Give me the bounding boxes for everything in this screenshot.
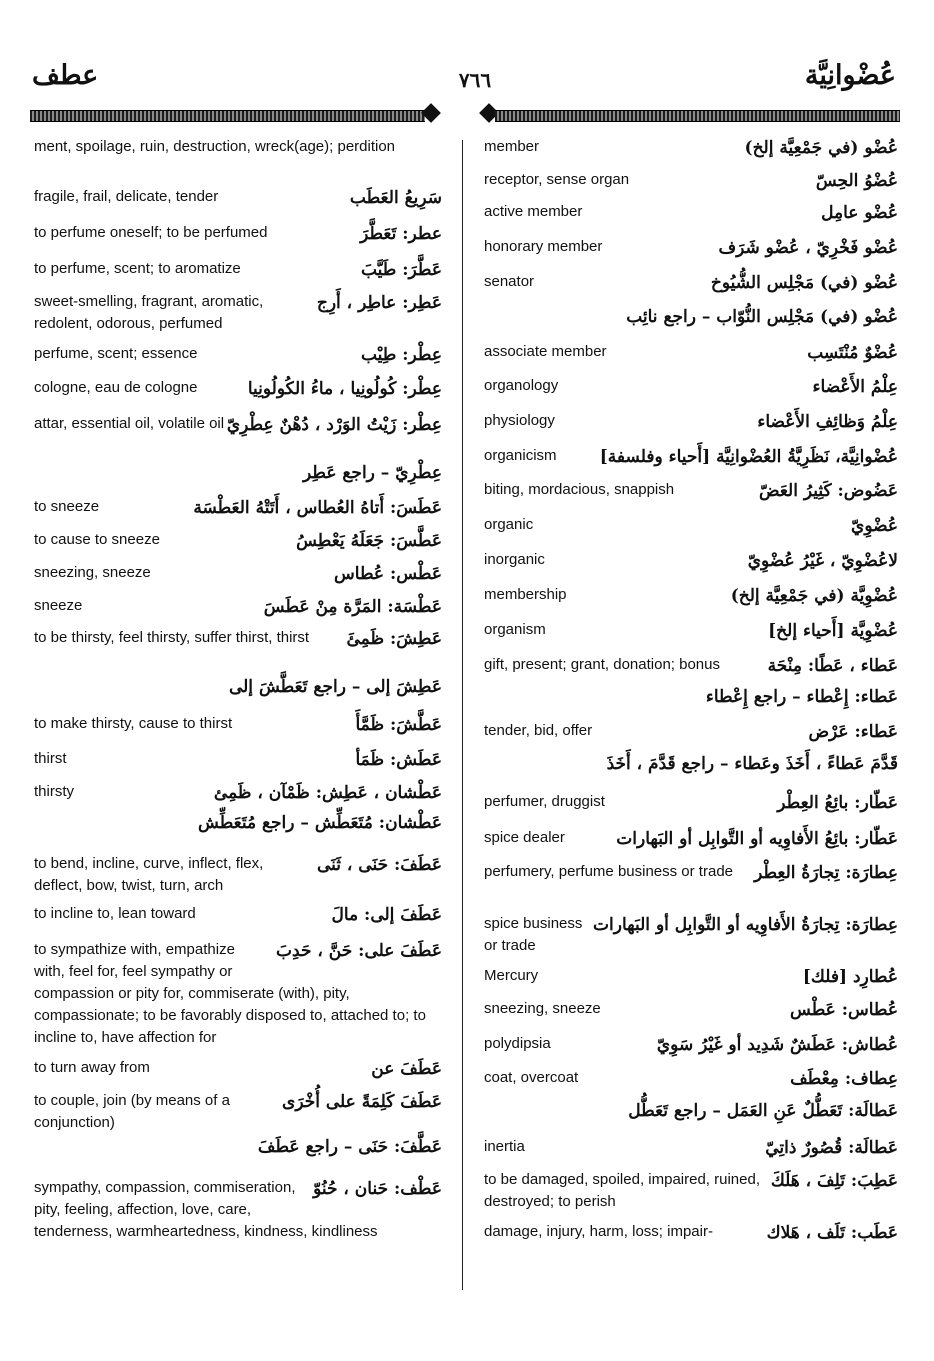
page-number: ٧٦٦ xyxy=(458,70,492,92)
dictionary-entry xyxy=(484,1136,898,1169)
dictionary-entry xyxy=(484,654,898,687)
english-definition: attar, essential oil, volatile oil xyxy=(34,415,225,432)
dictionary-entry xyxy=(34,903,442,939)
dictionary-entry xyxy=(484,584,898,619)
dictionary-entry xyxy=(484,341,898,375)
arabic-headword: عُطاس: عَطْس xyxy=(790,1000,898,1020)
arabic-headword: عَطِبَ: تَلِفَ ، هَلَكَ xyxy=(770,1171,898,1191)
english-definition: organicism xyxy=(484,447,557,464)
arabic-headword: عَطَش: ظَمَأ xyxy=(355,750,442,770)
arabic-headword: عَطَفَ عن xyxy=(371,1059,442,1079)
arabic-headword: عَطَفَ: حَنَى ، ثَنَى xyxy=(316,855,442,875)
dictionary-entry xyxy=(34,627,442,677)
arabic-headword: عِطْر: زَيْتُ الوَرْد ، دُهْنٌ عِطْرِيّ xyxy=(226,415,442,435)
english-definition: thirsty xyxy=(34,783,75,800)
arabic-headword: عِطْر: كُولُونِيا ، ماءُ الكُولُونِيا xyxy=(247,379,442,399)
english-definition: physiology xyxy=(484,412,555,429)
arabic-headword: عَطَّسَ: جَعَلَهُ يَعْطِسُ xyxy=(296,531,442,551)
arabic-headword: عُضْو (في جَمْعِيَّة إلخ) xyxy=(744,138,898,158)
arabic-headword: عِطْرِيّ – راجع عَطِر xyxy=(303,463,442,483)
english-definition: polydipsia xyxy=(484,1035,551,1052)
dictionary-entry xyxy=(34,529,442,562)
dictionary-entry xyxy=(484,619,898,654)
arabic-headword: عِطْر: طِيْب xyxy=(360,345,442,365)
arabic-headword: عَطاء: عَرْض xyxy=(808,722,898,742)
dictionary-entry xyxy=(34,1057,442,1090)
arabic-headword: عَطَفَ كَلِمَةً على أُخْرَى xyxy=(282,1092,442,1112)
dictionary-entry xyxy=(484,479,898,514)
dictionary-entry xyxy=(34,562,442,595)
arabic-headword: عُضْوٌ مُنْتَسِب xyxy=(807,343,898,363)
english-definition: associate member xyxy=(484,343,607,360)
header-right-word: عُضْوانِيَّة xyxy=(804,60,896,90)
dictionary-entry xyxy=(484,271,898,307)
arabic-headword: عُطاش: عَطَشٌ شَدِيد أو غَيْرُ سَوِيّ xyxy=(656,1035,898,1055)
dictionary-entry xyxy=(484,1221,898,1251)
dictionary-entry xyxy=(34,463,442,496)
english-definition: gift, present; grant, donation; bonus xyxy=(484,656,720,673)
dictionary-entry xyxy=(34,1090,442,1137)
dictionary-entry xyxy=(34,291,442,343)
dictionary-entry xyxy=(34,136,442,186)
english-definition: perfumer, druggist xyxy=(484,793,605,810)
arabic-headword: عِلْمُ وَظائِفِ الأَعْضاء xyxy=(757,412,898,432)
dictionary-entry xyxy=(484,514,898,549)
english-definition: organology xyxy=(484,377,559,394)
dictionary-entry xyxy=(484,965,898,998)
english-definition: to sympathize with, empathize with, feel for, feel sympathy or compassion or pity for, commiserate (with), pity, compassionate; to be favorably disposed to, attached to; to incline to, have affection for xyxy=(34,941,426,1046)
dictionary-entry xyxy=(34,853,442,903)
column-divider xyxy=(462,140,463,1290)
english-definition: to perfume oneself; to be perfumed xyxy=(34,224,268,241)
english-definition: to turn away from xyxy=(34,1059,150,1076)
right-column xyxy=(484,136,898,1251)
dictionary-entry xyxy=(34,413,442,463)
dictionary-entry xyxy=(484,754,898,791)
dictionary-entry xyxy=(484,861,898,913)
english-definition: to bend, incline, curve, inflect, flex, deflect, bow, twist, turn, arch xyxy=(34,855,264,894)
dictionary-entry xyxy=(484,1033,898,1067)
dictionary-entry xyxy=(484,445,898,479)
dictionary-entry xyxy=(484,791,898,827)
english-definition: coat, overcoat xyxy=(484,1069,579,1086)
arabic-headword: عطر: تَعَطَّرَ xyxy=(360,224,442,244)
dictionary-entry xyxy=(484,913,898,965)
dictionary-entry xyxy=(484,549,898,584)
arabic-headword: عَطْشان: مُتَعَطِّش – راجع مُتَعَطِّش xyxy=(198,813,442,833)
arabic-headword: لاعُضْوِيّ ، غَيْرُ عُضْوِيّ xyxy=(747,551,898,571)
dictionary-entry xyxy=(484,375,898,410)
arabic-headword: عَطَّفَ: حَنَى – راجع عَطَفَ xyxy=(257,1137,442,1157)
english-definition: senator xyxy=(484,273,535,290)
english-definition: spice dealer xyxy=(484,829,565,846)
english-definition: to make thirsty, cause to thirst xyxy=(34,715,233,732)
dictionary-entry xyxy=(484,827,898,861)
dictionary-entry xyxy=(484,1101,898,1136)
left-column xyxy=(34,136,442,1247)
arabic-headword: عِطارَة: تِجارَةُ العِطْر xyxy=(754,863,898,883)
arabic-headword: سَرِيعُ العَطَب xyxy=(349,188,442,208)
dictionary-entry xyxy=(484,236,898,271)
arabic-headword: عَطْس: عُطاس xyxy=(334,564,442,584)
arabic-headword: عَطاء: إِعْطاء – راجع إِعْطاء xyxy=(705,687,898,707)
dictionary-entry xyxy=(34,595,442,627)
arabic-headword: عُضْوِيَّة (في جَمْعِيَّة إلخ) xyxy=(730,586,898,606)
arabic-headword: عُضْو (في) مَجْلِس الشُّيُوخ xyxy=(710,273,898,293)
arabic-headword: عَطَّشَ: ظَمَّأَ xyxy=(355,715,442,735)
arabic-headword: عَطالَة: قُصُورٌ ذاتِيّ xyxy=(765,1138,898,1158)
english-definition: cologne, eau de cologne xyxy=(34,379,198,396)
english-definition: perfume, scent; essence xyxy=(34,345,198,362)
dictionary-entry xyxy=(34,222,442,258)
dictionary-entry xyxy=(484,687,898,720)
dictionary-entry xyxy=(34,781,442,813)
english-definition: damage, injury, harm, loss; impair- xyxy=(484,1223,713,1240)
dictionary-entry xyxy=(34,343,442,377)
arabic-headword: عَطالَة: تَعَطُّلٌ عَنِ العَمَل – راجع تَعَطُّل xyxy=(628,1101,898,1121)
dictionary-entry xyxy=(484,998,898,1033)
arabic-headword: قَدَّمَ عَطاءً ، أَخَذَ وعَطاء – راجع قَدَّمَ ، أَخَذَ xyxy=(606,754,898,774)
arabic-headword: عَطّار: بائِعُ الأَفاوِيه أو التَّوابِل أو البَهارات xyxy=(616,829,898,849)
dictionary-entry xyxy=(34,748,442,781)
arabic-headword: عَطَفَ على: حَنَّ ، حَدِبَ xyxy=(276,941,442,961)
header-left-word: عطف xyxy=(32,60,99,90)
arabic-headword: عُضْوِيَّة [أَحياء إلخ] xyxy=(768,621,898,641)
english-definition: ment, spoilage, ruin, destruction, wreck(age); perdition xyxy=(34,138,396,155)
dictionary-entry xyxy=(34,496,442,529)
english-definition: active member xyxy=(484,203,583,220)
english-definition: sweet-smelling, fragrant, aromatic, redolent, odorous, perfumed xyxy=(34,293,264,332)
arabic-headword: عَطْشان ، عَطِش: ظَمْآن ، ظَمِئ xyxy=(213,783,442,803)
english-definition: tender, bid, offer xyxy=(484,722,593,739)
arabic-headword: عَطَب: تَلَف ، هَلاك xyxy=(766,1223,898,1243)
header-rule-left xyxy=(30,110,425,122)
arabic-headword: عِلْمُ الأَعْضاء xyxy=(812,377,898,397)
arabic-headword: عِطارَة: تِجارَةُ الأَفاوِيه أو التَّوابِل أو البَهارات xyxy=(593,915,898,935)
dictionary-entry xyxy=(34,677,442,713)
arabic-headword: عَضُوض: كَثِيرُ العَضّ xyxy=(759,481,898,501)
dictionary-entry xyxy=(34,813,442,853)
english-definition: spice business or trade xyxy=(484,915,583,954)
english-definition: biting, mordacious, snappish xyxy=(484,481,675,498)
dictionary-entry xyxy=(34,939,442,1057)
arabic-headword: عَطّار: بائِعُ العِطْر xyxy=(777,793,898,813)
english-definition: to sneeze xyxy=(34,498,100,515)
arabic-headword: عُضْو فَخْرِيّ ، عُضْو شَرَف xyxy=(718,238,898,258)
arabic-headword: عِطاف: مِعْطَف xyxy=(790,1069,898,1089)
dictionary-entry xyxy=(484,136,898,169)
english-definition: member xyxy=(484,138,540,155)
dictionary-entry xyxy=(34,258,442,291)
english-definition: to cause to sneeze xyxy=(34,531,160,548)
english-definition: inorganic xyxy=(484,551,545,568)
english-definition: honorary member xyxy=(484,238,603,255)
english-definition: perfumery, perfume business or trade xyxy=(484,863,734,880)
dictionary-entry xyxy=(34,186,442,222)
dictionary-entry xyxy=(484,1169,898,1221)
arabic-headword: عَطَسَ: أَتاهُ العُطاس ، أَتَتْهُ العَطْسَة xyxy=(193,498,442,518)
arabic-headword: عَطِر: عاطِر ، أَرِج xyxy=(316,293,442,313)
arabic-headword: عُضْوُ الحِسّ xyxy=(815,171,898,191)
english-definition: organic xyxy=(484,516,534,533)
english-definition: sneezing, sneeze xyxy=(34,564,151,581)
english-definition: membership xyxy=(484,586,567,603)
english-definition: inertia xyxy=(484,1138,525,1155)
arabic-headword: عَطَفَ إلى: مالَ xyxy=(331,905,442,925)
arabic-headword: عَطِشَ إلى – راجع تَعَطَّشَ إلى xyxy=(228,677,442,697)
arabic-headword: عَطْسَة: المَرَّة مِنْ عَطَسَ xyxy=(263,597,442,617)
dictionary-entry xyxy=(34,1177,442,1247)
arabic-headword: عُضْوِيّ xyxy=(851,516,898,536)
arabic-headword: عَطِشَ: ظَمِئَ xyxy=(346,629,442,649)
english-definition: fragile, frail, delicate, tender xyxy=(34,188,219,205)
english-definition: sneeze xyxy=(34,597,83,614)
english-definition: sympathy, compassion, commiseration, pity, feeling, affection, love, care, tenderness, warmheartedness, kindness, kindliness xyxy=(34,1179,378,1240)
english-definition: to be thirsty, feel thirsty, suffer thirst, thirst xyxy=(34,629,310,646)
header-rule-right xyxy=(495,110,900,122)
arabic-headword: عُطارِد [فلك] xyxy=(802,967,898,987)
english-definition: to couple, join (by means of a conjunction) xyxy=(34,1092,230,1131)
dictionary-entry xyxy=(484,410,898,445)
english-definition: to incline to, lean toward xyxy=(34,905,196,922)
dictionary-entry xyxy=(34,713,442,748)
dictionary-entry xyxy=(34,377,442,413)
dictionary-entry xyxy=(34,1137,442,1177)
dictionary-entry xyxy=(484,201,898,236)
dictionary-entry xyxy=(484,720,898,754)
dictionary-entry xyxy=(484,1067,898,1101)
arabic-headword: عُضْوانِيَّة، نَظَرِيَّةُ العُضْوانِيَّة [أَحياء وفلسفة] xyxy=(599,447,898,467)
english-definition: to perfume, scent; to aromatize xyxy=(34,260,241,277)
english-definition: sneezing, sneeze xyxy=(484,1000,601,1017)
english-definition: Mercury xyxy=(484,967,539,984)
english-definition: to be damaged, spoiled, impaired, ruined, destroyed; to perish xyxy=(484,1171,761,1210)
dictionary-entry xyxy=(484,307,898,341)
english-definition: receptor, sense organ xyxy=(484,171,630,188)
arabic-headword: عَطاء ، عَطًا: مِنْحَة xyxy=(767,656,898,676)
arabic-headword: عَطْف: حَنان ، حُنُوّ xyxy=(313,1179,442,1199)
english-definition: thirst xyxy=(34,750,67,767)
dictionary-entry xyxy=(484,169,898,201)
arabic-headword: عَطَّرَ: طَيَّبَ xyxy=(360,260,442,280)
arabic-headword: عُضْو عامِل xyxy=(821,203,898,223)
english-definition: organism xyxy=(484,621,546,638)
arabic-headword: عُضْو (في) مَجْلِس النُّوّاب – راجع نائِب xyxy=(626,307,898,327)
